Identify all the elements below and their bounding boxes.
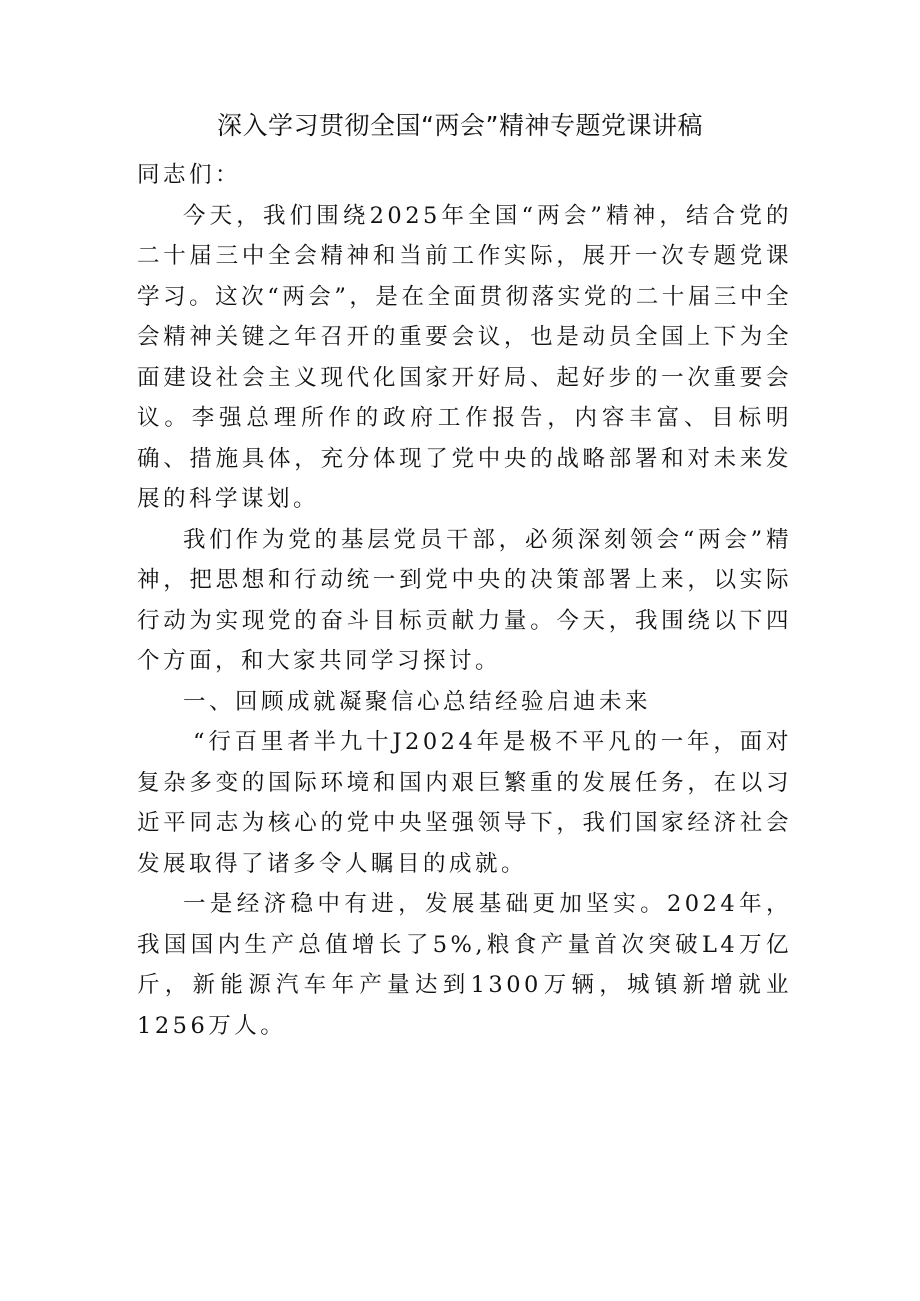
paragraph-purpose: 我们作为党的基层党员干部，必须深刻领会“两会”精神，把思想和行动统一到党中央的决策部署上来，以实际行动为实现党的奋斗目标贡献力量。今天，我围绕以下四个方面，和大家共同学习探讨。 (137, 526, 792, 674)
document-title: 深入学习贯彻全国“两会”精神专题党课讲稿 (217, 111, 703, 140)
document-body (137, 155, 792, 1046)
paragraph-economy: 一是经济稳中有进，发展基础更加坚实。2024年，我国国内生产总值增长了5%,粮食产量首次突破L4万亿斤，新能源汽车年产量达到1300万辆，城镇新增就业1256万人。 (137, 891, 792, 1039)
section-heading-1: 一、回顾成就凝聚信心总结经验启迪未来 (183, 688, 652, 715)
paragraph-achievements-intro: “行百里者半九十J2024年是极不平凡的一年，面对复杂多变的国际环境和国内艰巨繁重的发展任务，在以习近平同志为核心的党中央坚强领导下，我们国家经济社会发展取得了诸多令人瞩目的成就。 (137, 729, 792, 877)
paragraph-intro: 今天，我们围绕2025年全国“两会”精神，结合党的二十届三中全会精神和当前工作实际，展开一次专题党课学习。这次“两会”，是在全面贯彻落实党的二十届三中全会精神关键之年召开的重要会议，也是动员全国上下为全面建设社会主义现代化国家开好局、起好步的一次重要会议。李强总理所作的政府工作报告，内容丰富、目标明确、措施具体，充分体现了党中央的战略部署和对未来发展的科学谋划。 (137, 202, 792, 512)
greeting: 同志们： (137, 162, 242, 188)
